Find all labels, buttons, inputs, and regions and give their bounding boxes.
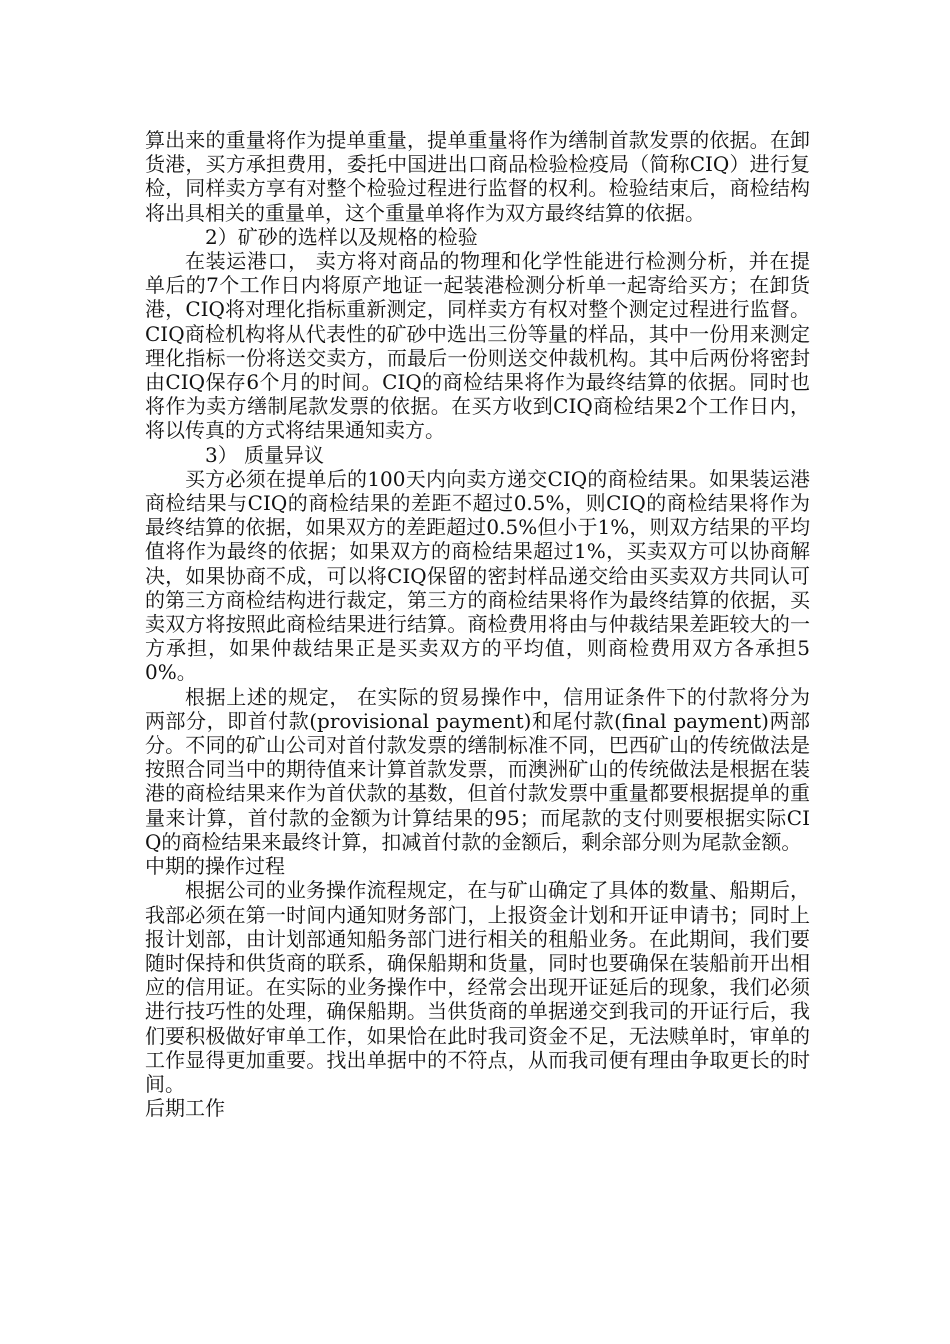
document-page bbox=[145, 128, 810, 1120]
paragraph-quality-dispute: 买方必须在提单后的100天内向卖方递交CIQ的商检结果。如果装运港商检结果与CIQ的商检结果的差距不超过0.5%，则CIQ的商检结果将作为最终结算的依据，如果双方的差距超过0.5%但小于1%，则双方结果的平均值将作为最终的依据；如果双方的商检结果超过1%，买卖双方可以协商解决，如果协商不成，可以将CIQ保留的密封样品递交给由买卖双方共同认可的第三方商检结构进行裁定，第三方的商检结果将作为最终结算的依据，买卖双方将按照此商检结果进行结算。商检费用将由与仲裁结果差距较大的一方承担，如果仲裁结果正是买卖双方的平均值，则商检费用双方各承担50%。 bbox=[145, 466, 810, 685]
section-heading-sampling: 2）矿砂的选样以及规格的检验 bbox=[205, 224, 478, 249]
section-heading-quality-dispute: 3） 质量异议 bbox=[205, 442, 325, 467]
section-heading-later-work: 后期工作 bbox=[145, 1096, 225, 1121]
paragraph-mid-term-process: 根据公司的业务操作流程规定，在与矿山确定了具体的数量、船期后，我部必须在第一时间内通知财务部门，上报资金计划和开证申请书；同时上报计划部，由计划部通知船务部门进行相关的租船业务。在此期间，我们要随时保持和供货商的联系，确保船期和货量，同时也要确保在装船前开出相应的信用证。在实际的业务操作中，经常会出现开证延后的现象，我们必须进行技巧性的处理，确保船期。当供货商的单据递交到我司的开证行后，我们要积极做好审单工作，如果恰在此时我司资金不足，无法赎单时，审单的工作显得更加重要。找出单据中的不符点，从而我司便有理由争取更长的时间。 bbox=[145, 878, 810, 1096]
section-heading-mid-term: 中期的操作过程 bbox=[145, 854, 285, 879]
paragraph-payment-terms: 根据上述的规定， 在实际的贸易操作中，信用证条件下的付款将分为两部分，即首付款(provisional payment)和尾付款(final payment)两部分。不同的矿山公司对首付款发票的缮制标准不同，巴西矿山的传统做法是按照合同当中的期待值来计算首款发票，而澳洲矿山的传统做法是根据在装港的商检结果来作为首伏款的基数，但首付款发票中重量都要根据提单的重量来计算，首付款的金额为计算结果的95；而尾款的支付则要根据实际CIQ的商检结果来最终计算，扣减首付款的金额后，剩余部分则为尾款金额。 bbox=[145, 684, 810, 854]
paragraph-weight-settlement: 算出来的重量将作为提单重量，提单重量将作为缮制首款发票的依据。在卸货港，买方承担费用，委托中国进出口商品检验检疫局（简称CIQ）进行复检，同样卖方享有对整个检验过程进行监督的权利。检验结束后，商检结构将出具相关的重量单，这个重量单将作为双方最终结算的依据。 bbox=[145, 128, 810, 225]
paragraph-sampling-inspection: 在装运港口， 卖方将对商品的物理和化学性能进行检测分析，并在提单后的7个工作日内将原产地证一起装港检测分析单一起寄给买方；在卸货港，CIQ将对理化指标重新测定，同样卖方有权对整个测定过程进行监督。CIQ商检机构将从代表性的矿砂中选出三份等量的样品，其中一份用来测定理化指标一份将送交卖方，而最后一份则送交仲裁机构。其中后两份将密封由CIQ保存6个月的时间。CIQ的商检结果将作为最终结算的依据。同时也将作为卖方缮制尾款发票的依据。在买方收到CIQ商检结果2个工作日内，将以传真的方式将结果通知卖方。 bbox=[145, 249, 810, 443]
